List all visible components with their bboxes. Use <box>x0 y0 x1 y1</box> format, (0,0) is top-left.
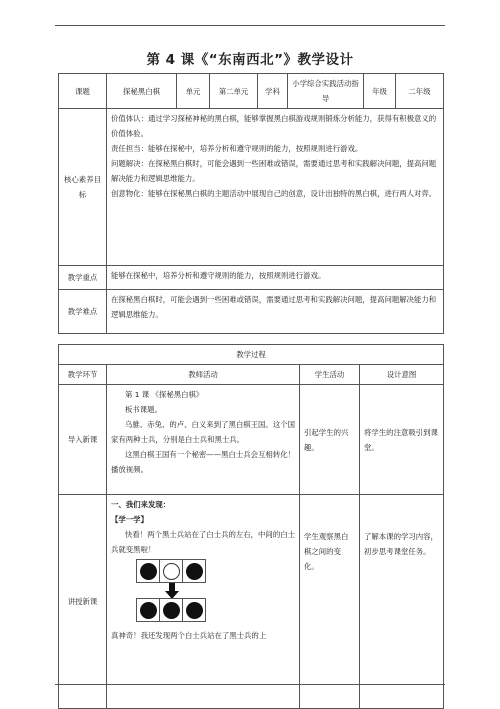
col-teacher: 教师活动 <box>107 365 300 385</box>
unit-value: 第二单元 <box>210 74 258 109</box>
topic-value: 探秘黑白棋 <box>107 74 177 109</box>
white-piece <box>163 563 180 580</box>
subject-key: 学科 <box>258 74 288 109</box>
unit-key: 单元 <box>177 74 210 109</box>
process-table <box>58 344 444 709</box>
intent-intro: 将学生的注意吸引到课堂。 <box>360 385 444 495</box>
student-intro: 引起学生的兴趣。 <box>300 385 360 495</box>
black-piece <box>163 602 180 619</box>
key-label: 教学重点 <box>59 266 107 290</box>
board-illustration <box>137 560 207 622</box>
board-before <box>137 560 207 583</box>
core-item-2: 责任担当：能够在探秘中，培养分析和遵守规则的能力，按照规则进行游戏。 <box>111 144 363 153</box>
topic-key: 课题 <box>59 74 107 109</box>
info-table <box>58 73 444 334</box>
col-student: 学生活动 <box>300 365 360 385</box>
intent-new: 了解本课的学习内容，初步思考课堂任务。 <box>360 495 444 709</box>
col-stage: 教学环节 <box>59 365 107 385</box>
intro-line-1: 第 1 课 《探秘黑白棋》 <box>125 390 204 399</box>
core-item-1: 价值体认：通过学习探秘神秘的黑白棋，能够掌握黑白棋游戏规则锻炼分析能力，获得有积极意义的价值体验。 <box>111 114 437 138</box>
intro-line-2: 板书课题。 <box>125 405 162 414</box>
section-sub: 【学一学】 <box>111 515 148 524</box>
black-piece <box>186 602 203 619</box>
core-content <box>107 109 444 266</box>
core-item-3: 问题解决：在探秘黑白棋时，可能会遇到一些困难或错误，需要通过思考和实践解决问题，提高问题解决能力和逻辑思维能力。 <box>111 159 437 183</box>
intro-line-4: 这黑白棋王国有一个秘密——黑白士兵会互相转化！播放视频。 <box>111 450 295 474</box>
board-after <box>137 599 207 622</box>
new-para-1: 快看！两个黑士兵站在了白士兵的左右，中间的白士兵就变黑啦！ <box>111 530 295 554</box>
down-arrow-icon <box>137 583 207 599</box>
grade-key: 年级 <box>364 74 396 109</box>
core-label: 核心素养目标 <box>59 109 107 266</box>
black-piece <box>140 602 157 619</box>
section-heading: 一、我们来发现： <box>111 500 171 509</box>
top-rule <box>55 25 445 26</box>
page-title: 第 4 课《“东南西北”》教学设计 <box>146 52 354 68</box>
key-text: 能够在探秘中，培养分析和遵守规则的能力，按照规则进行游戏。 <box>107 266 444 290</box>
new-para-2: 真神奇！我还发现两个白士兵站在了黑士兵的上 <box>111 631 267 640</box>
black-piece <box>186 563 203 580</box>
core-item-4: 创意物化：能够在探秘黑白棋的主题活动中展现自己的创意，设计出独特的黑白棋，进行两人对弈。 <box>111 189 437 198</box>
col-intent: 设计意图 <box>360 365 444 385</box>
teacher-new <box>107 495 300 709</box>
stage-new: 讲授新课 <box>59 495 107 709</box>
teacher-intro <box>107 385 300 495</box>
bottom-rule <box>55 684 445 685</box>
subject-value: 小学综合实践活动指导 <box>288 74 364 109</box>
difficulty-label: 教学难点 <box>59 290 107 334</box>
grade-value: 二年级 <box>396 74 444 109</box>
process-header: 教学过程 <box>59 345 444 365</box>
difficulty-text: 在探秘黑白棋时，可能会遇到一些困难或错误，需要通过思考和实践解决问题，提高问题解决能力和逻辑思维能力。 <box>107 290 444 334</box>
student-new: 学生观察黑白棋之间的变化。 <box>300 495 360 709</box>
stage-intro: 导入新课 <box>59 385 107 495</box>
intro-line-3: 乌骓、赤兔、的卢、白义来到了黑白棋王国。这个国家有两种士兵，分别是白士兵和黑士兵。 <box>111 420 295 444</box>
black-piece <box>140 563 157 580</box>
